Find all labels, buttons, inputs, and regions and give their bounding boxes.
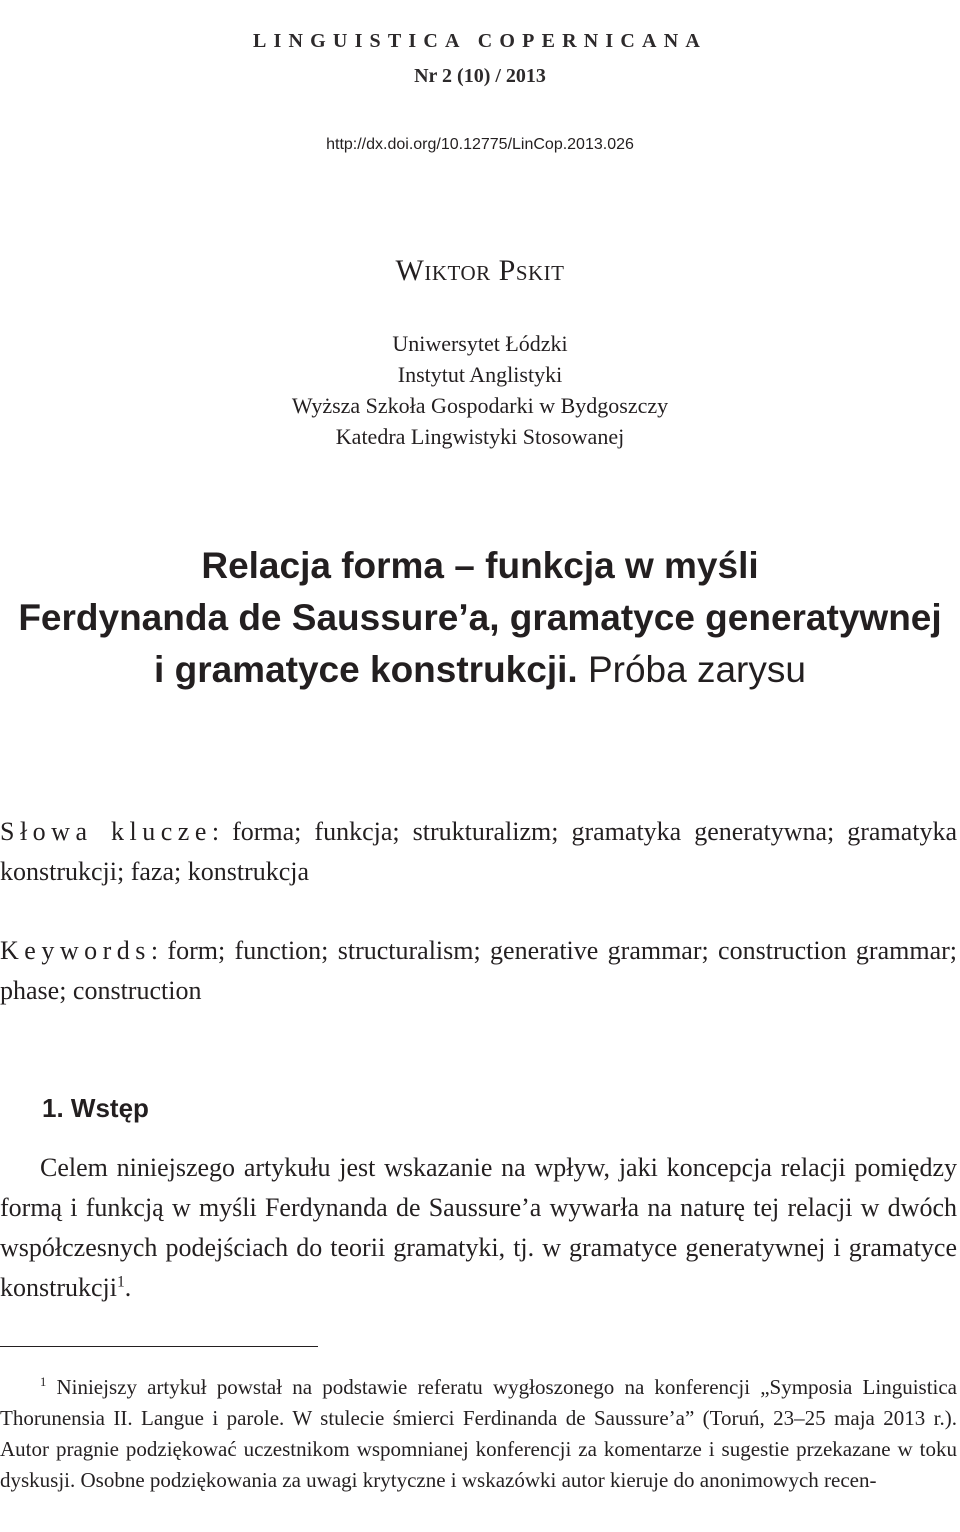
paragraph-text: Celem niniejszego artykułu jest wskazanie na wpływ, jaki koncepcja relacji pomiędzy formą i funkcją w myśli Ferdynanda de Saussure’a wywarła na naturę tej relacji w dwóch współczesnych podejściach do teorii gramatyki, tj. w gramatyce generatywnej i gramatyce konstrukcji (0, 1153, 957, 1302)
journal-name: LINGUISTICA COPERNICANA (253, 30, 707, 52)
affiliation-line: Wyższa Szkoła Gospodarki w Bydgoszczy (291, 393, 669, 418)
issue-number: Nr 2 (10) / 2013 (414, 65, 546, 87)
body-text (0, 1148, 957, 1308)
keywords-english (0, 931, 957, 1011)
paragraph-end: . (124, 1273, 132, 1302)
footnote-reference[interactable]: 1 (117, 1273, 125, 1291)
author-name (0, 254, 960, 288)
keywords-polish-label: Słowa klucze (0, 817, 212, 846)
keywords-polish-text: : forma; funkcja; strukturalizm; gramatyka generatywna; gramatyka konstrukcji; faza; konstrukcja (0, 817, 958, 886)
affiliation-line: Instytut Anglistyki (397, 362, 563, 387)
title-line-1: Relacja forma – funkcja w myśli (201, 545, 759, 586)
affiliations (0, 328, 960, 452)
title-subtitle: Próba zarysu (587, 649, 806, 690)
keywords-polish (0, 812, 957, 892)
author-first-initial: W (395, 254, 425, 287)
author-first-rest: IKTOR (424, 261, 491, 285)
affiliation-line: Katedra Lingwistyki Stosowanej (335, 424, 625, 449)
section-heading: 1. Wstęp (42, 1093, 149, 1123)
footnote (0, 1372, 957, 1496)
title-line-2: Ferdynanda de Saussure’a, gramatyce generatywnej (18, 597, 942, 638)
author-last-initial: P (498, 254, 516, 287)
title-line-3: i gramatyce konstrukcji. (154, 649, 578, 690)
keywords-english-text: : form; function; structuralism; generative grammar; construction grammar; phase; construction (0, 936, 957, 1005)
article-title (0, 540, 960, 696)
footnote-text: Niniejszy artykuł powstał na podstawie referatu wygłoszonego na konferencji „Symposia Linguistica Thorunensia II. Langue i parole. W stulecie śmierci Ferdinanda de Saussure’a” (Toruń, 23–25 maja 2013 r.). Autor pragnie podziękować uczestnikom wspomnianej konferencji za komentarze i sugestie przekazane w toku dyskusji. Osobne podziękowania za uwagi krytyczne i wskazówki autor kieruje do anonimowych recen- (0, 1375, 958, 1492)
doi-link[interactable]: http://dx.doi.org/10.12775/LinCop.2013.026 (326, 136, 634, 153)
keywords-english-label: Keywords (0, 936, 151, 965)
footnote-divider (0, 1346, 318, 1347)
author-last-rest: SKIT (515, 261, 565, 285)
footnote-marker: 1 (40, 1375, 47, 1389)
affiliation-line: Uniwersytet Łódzki (392, 331, 568, 356)
